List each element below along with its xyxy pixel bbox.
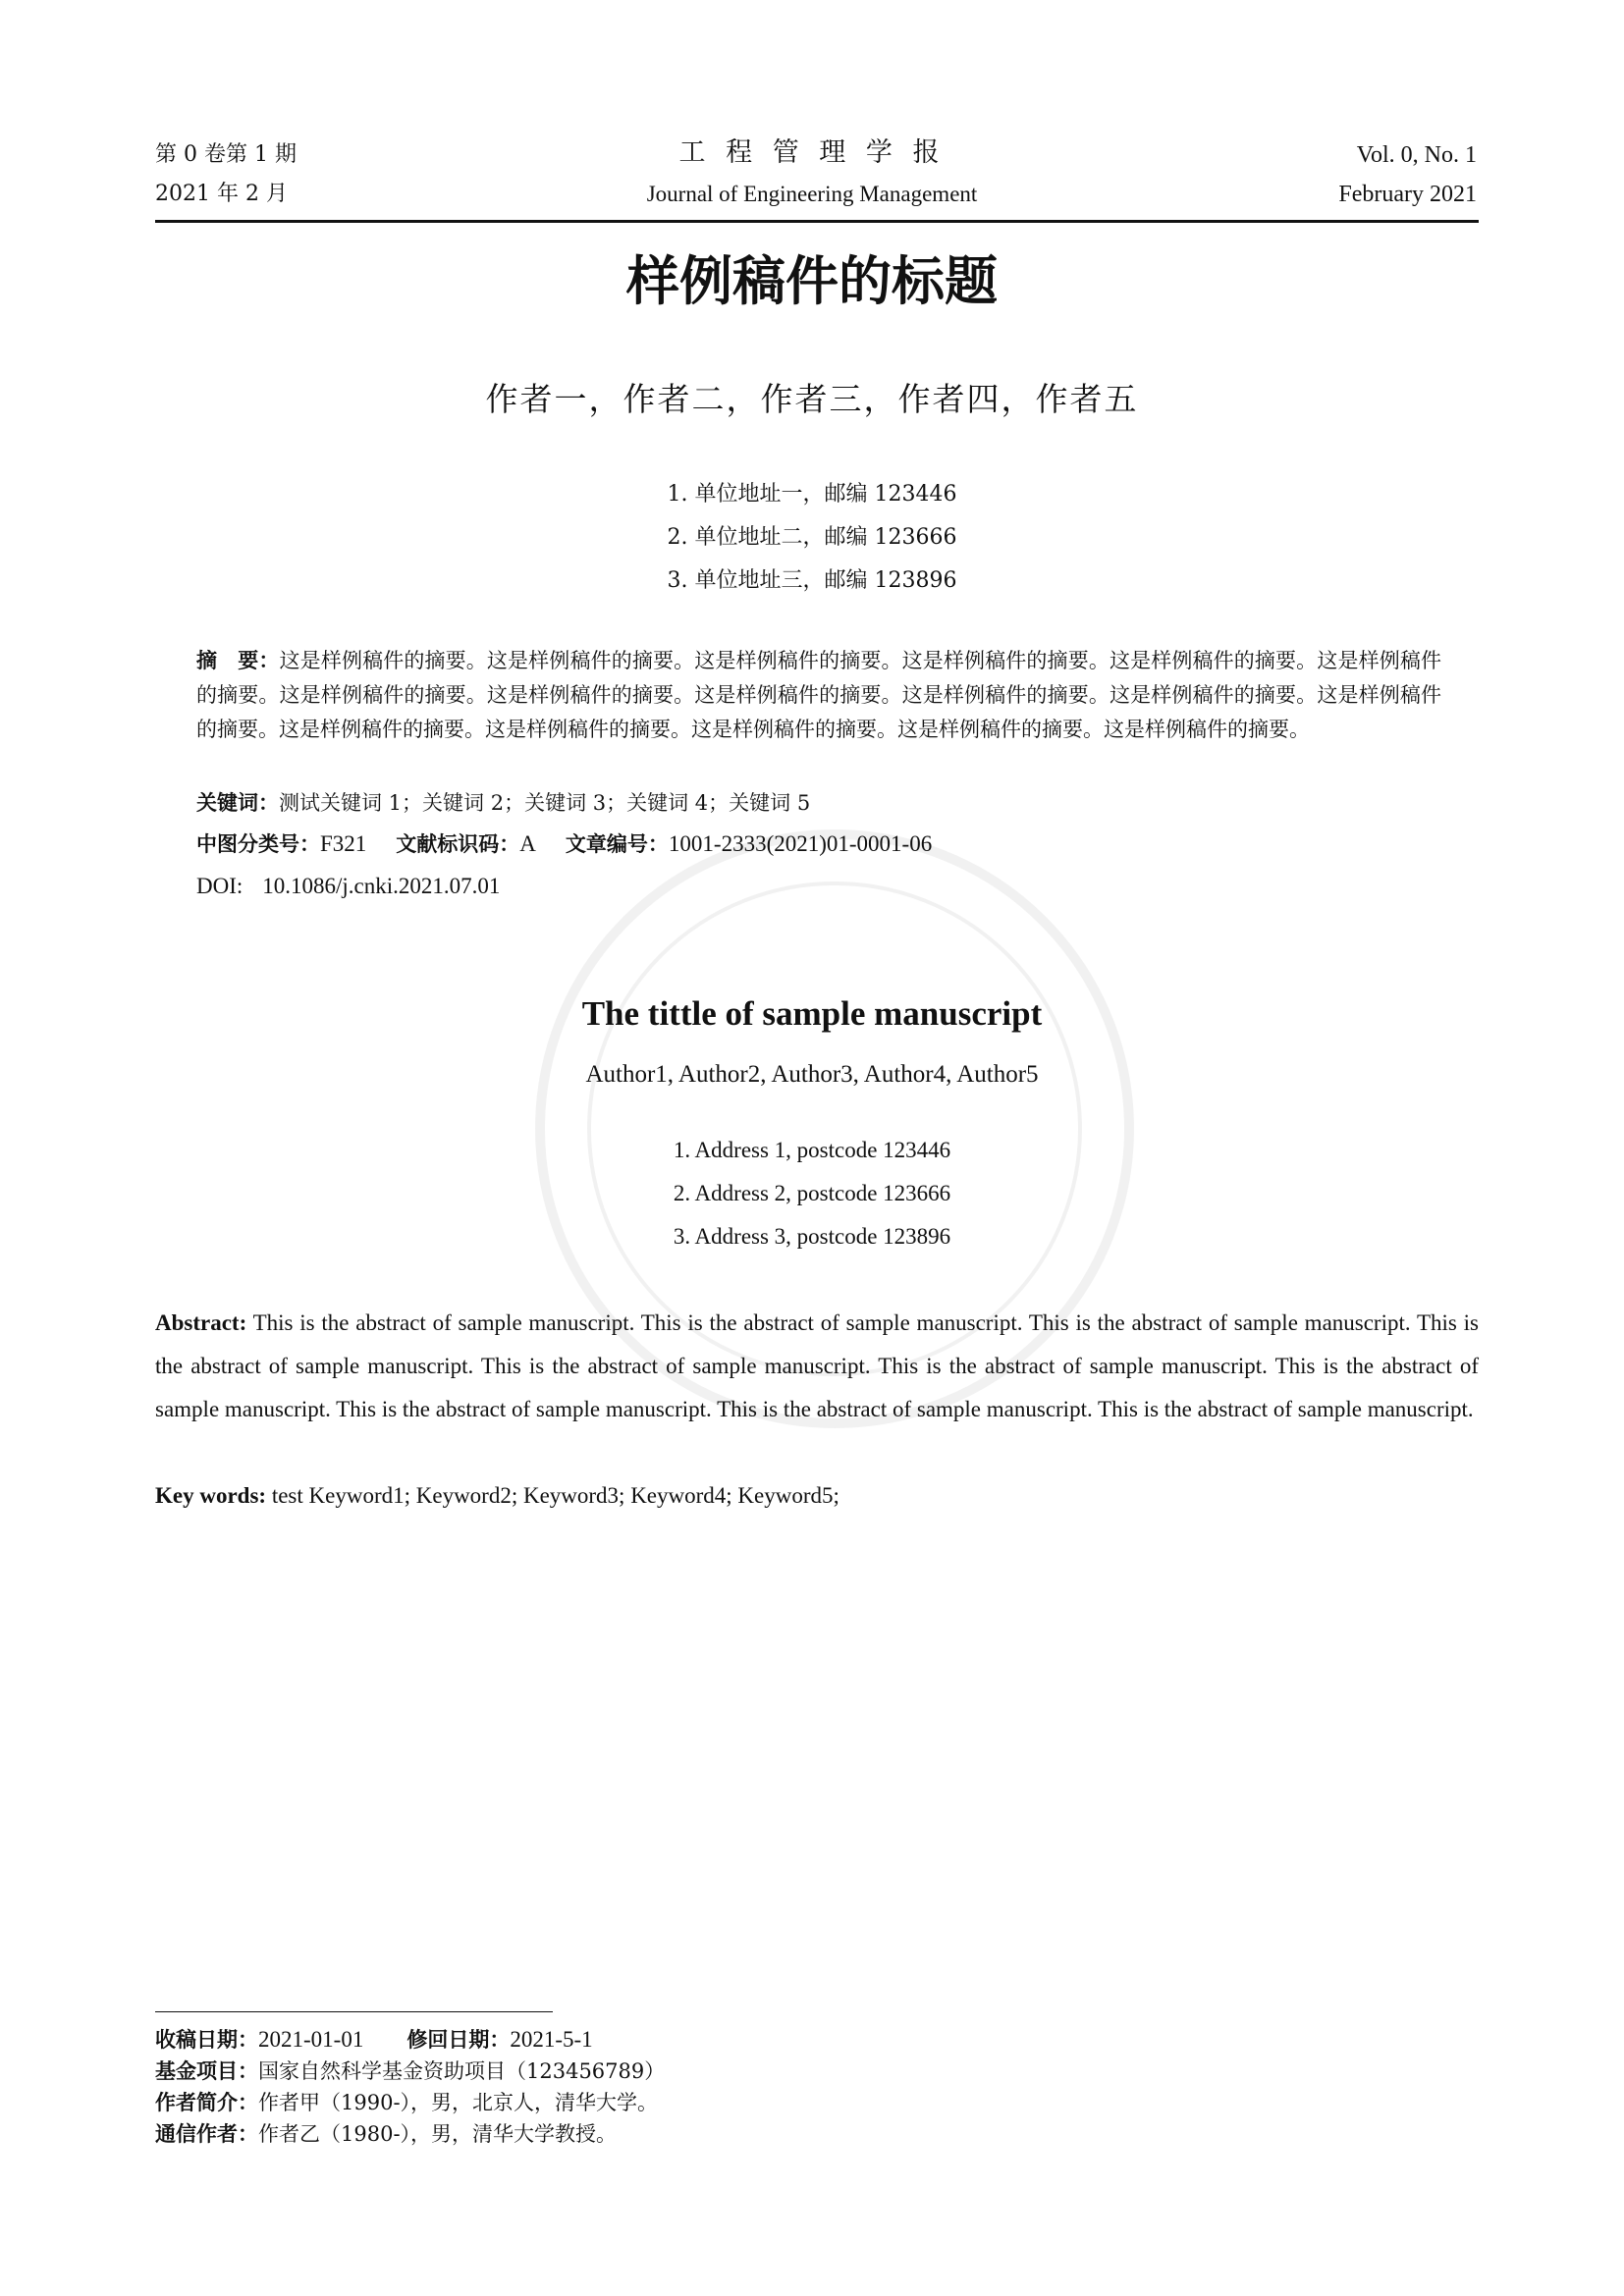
abstract-en-text: This is the abstract of sample manuscript. This is the abstract of sample manuscript. This is the abstract of sample manuscript. This is the abstract of sample manuscript. This is the abstract of sample manuscript. This is the abstract of sample manuscript. This is the abstract of sample manuscript. This is the abstract of sample manuscript. This is the abstract of sample manuscript. This is the abstract of sample manuscript. xyxy=(155,1310,1479,1421)
affiliation-cn-1: 1. 单位地址一，邮编 123446 xyxy=(667,482,957,507)
clc-label: 中图分类号： xyxy=(196,832,320,856)
affiliation-cn-3: 3. 单位地址三，邮编 123896 xyxy=(667,568,957,593)
corr-value: 作者乙（1980-），男，清华大学教授。 xyxy=(258,2122,618,2146)
volume-issue-en: Vol. 0, No. 1 xyxy=(1356,142,1477,168)
footnote-rule xyxy=(155,2011,553,2012)
doc-code-value: A xyxy=(519,831,536,856)
fund-label: 基金项目： xyxy=(155,2059,258,2083)
author-list-en: Author1, Author2, Author3, Author4, Author5 xyxy=(585,1061,1039,1088)
keywords-cn-text: 测试关键词 1；关键词 2；关键词 3；关键词 4；关键词 5 xyxy=(279,791,811,815)
affiliation-en-1: 1. Address 1, postcode 123446 xyxy=(673,1138,951,1162)
doi-label: DOI: xyxy=(196,874,244,898)
journal-name-en: Journal of Engineering Management xyxy=(646,182,978,206)
revised-value: 2021-5-1 xyxy=(510,2027,593,2052)
date-en: February 2021 xyxy=(1338,182,1477,207)
article-no-label: 文章编号： xyxy=(565,832,669,856)
journal-name-cn: 工 程 管 理 学 报 xyxy=(678,137,946,168)
header-rule xyxy=(155,220,1479,223)
bio-value: 作者甲（1990-），男，北京人，清华大学。 xyxy=(258,2091,659,2114)
affiliation-cn-2: 2. 单位地址二，邮编 123666 xyxy=(667,525,957,550)
page-title-en: The tittle of sample manuscript xyxy=(581,994,1043,1033)
affiliation-en-3: 3. Address 3, postcode 123896 xyxy=(673,1224,951,1249)
abstract-en-label: Abstract: xyxy=(155,1310,247,1335)
doi-line xyxy=(196,872,500,901)
date-cn: 2021 年 2 月 xyxy=(155,182,288,206)
clc-value: F321 xyxy=(320,831,367,856)
abstract-cn xyxy=(196,644,1441,747)
footnote-corresponding xyxy=(155,2120,617,2148)
abstract-en xyxy=(155,1302,1479,1431)
keywords-en-text: test Keyword1; Keyword2; Keyword3; Keyword4; Keyword5; xyxy=(266,1483,839,1508)
affiliation-en-2: 2. Address 2, postcode 123666 xyxy=(673,1181,951,1205)
footnote-author-bio xyxy=(155,2089,658,2116)
footnote-dates xyxy=(155,2026,593,2054)
article-no-value: 1001-2333(2021)01-0001-06 xyxy=(668,831,933,856)
keywords-en-label: Key words: xyxy=(155,1483,267,1508)
abstract-cn-label: 摘 要： xyxy=(196,649,280,672)
bio-label: 作者简介： xyxy=(155,2091,258,2114)
revised-label: 修回日期： xyxy=(406,2028,511,2052)
received-label: 收稿日期： xyxy=(155,2028,258,2052)
doi-value: 10.1086/j.cnki.2021.07.01 xyxy=(262,874,501,898)
keywords-en xyxy=(155,1474,1479,1518)
keywords-cn-label: 关键词： xyxy=(196,791,279,815)
keywords-cn xyxy=(196,788,810,818)
page-title-cn: 样例稿件的标题 xyxy=(626,250,998,312)
doc-code-label: 文献标识码： xyxy=(396,832,520,856)
classification-line xyxy=(196,829,932,859)
footnote-fund xyxy=(155,2057,665,2085)
abstract-cn-text: 这是样例稿件的摘要。这是样例稿件的摘要。这是样例稿件的摘要。这是样例稿件的摘要。这是样例稿件的摘要。这是样例稿件的摘要。这是样例稿件的摘要。这是样例稿件的摘要。这是样例稿件的摘要。这是样例稿件的摘要。这是样例稿件的摘要。这是样例稿件的摘要。这是样例稿件的摘要。这是样例稿件的摘要。这是样例稿件的摘要。这是样例稿件的摘要。这是样例稿件的摘要。 xyxy=(196,649,1441,741)
received-value: 2021-01-01 xyxy=(258,2027,364,2052)
volume-issue-cn: 第 0 卷第 1 期 xyxy=(155,142,297,167)
author-list-cn: 作者一，作者二，作者三，作者四，作者五 xyxy=(485,380,1139,418)
corr-label: 通信作者： xyxy=(155,2122,258,2146)
fund-value: 国家自然科学基金资助项目（123456789） xyxy=(258,2059,666,2083)
